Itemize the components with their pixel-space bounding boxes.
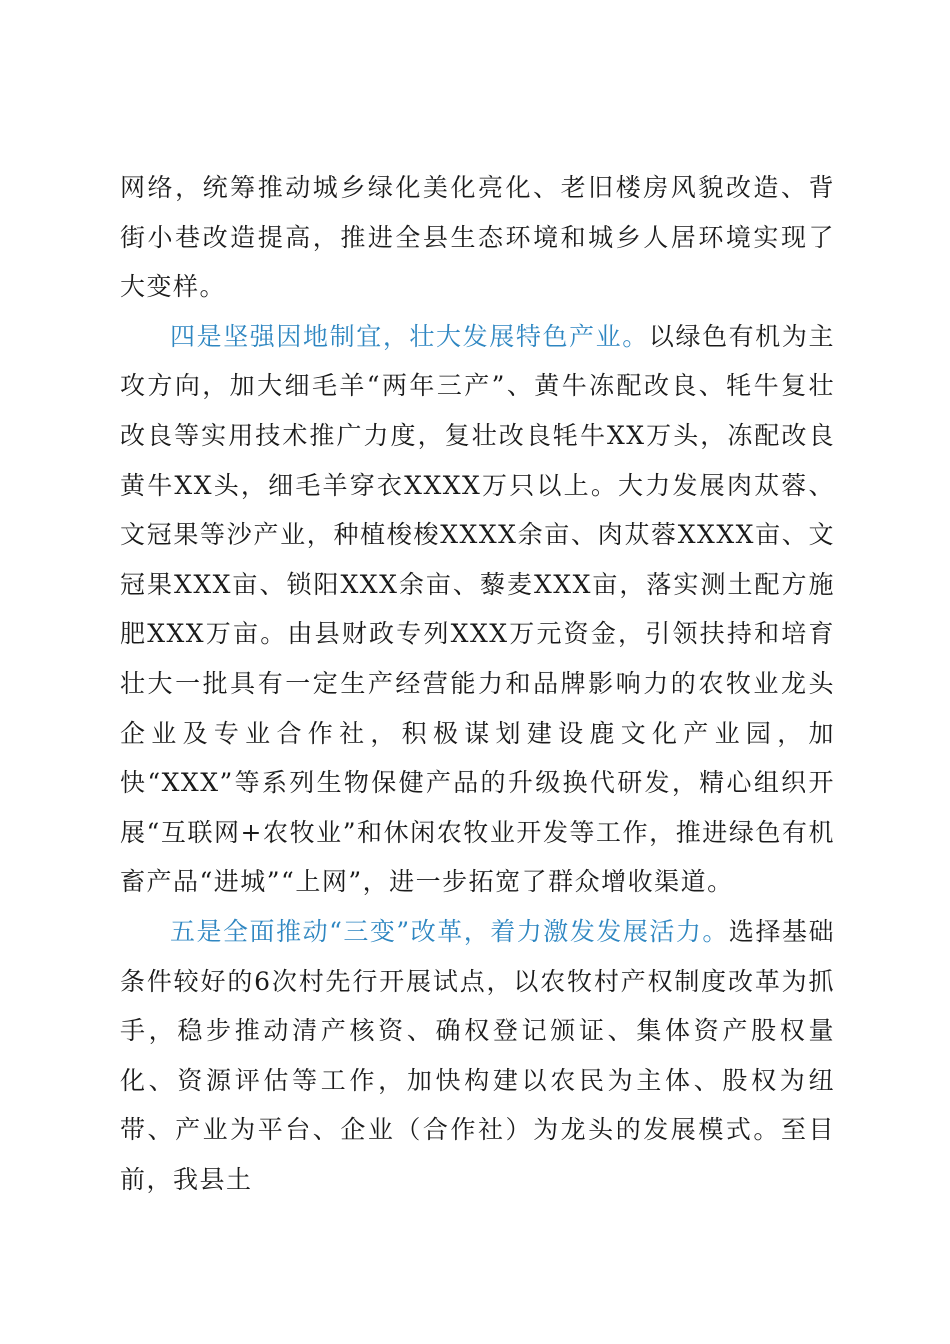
paragraph-1-text: 网络，统筹推动城乡绿化美化亮化、老旧楼房风貌改造、背街小巷改造提高，推进全县生态环境和城乡人居环境实现了大变样。 bbox=[120, 173, 835, 302]
paragraph-1 bbox=[120, 163, 835, 312]
paragraph-2-text: 以绿色有机为主攻方向，加大细毛羊“两年三产”、黄牛冻配改良、牦牛复壮改良等实用技术推广力度，复壮改良牦牛XX万头，冻配改良黄牛XX头，细毛羊穿衣XXXX万只以上。大力发展肉苁蓉、文冠果等沙产业，种植梭梭XXXX余亩、肉苁蓉XXXX亩、文冠果XXX亩、锁阳XXX余亩、藜麦XXX亩，落实测土配方施肥XXX万亩。由县财政专列XXX万元资金，引领扶持和培育壮大一批具有一定生产经营能力和品牌影响力的农牧业龙头企业及专业合作社，积极谋划建设鹿文化产业园，加快“XXX”等系列生物保健产品的升级换代研发，精心组织开展“互联网+农牧业”和休闲农牧业开发等工作，推进绿色有机畜产品“进城”“上网”，进一步拓宽了群众增收渠道。 bbox=[120, 321, 835, 897]
paragraph-3-text: 选择基础条件较好的6次村先行开展试点，以农牧村产权制度改革为抓手，稳步推动清产核资、确权登记颁证、集体资产股权量化、资源评估等工作，加快构建以农民为主体、股权为纽带、产业为平台、企业（合作社）为龙头的发展模式。至目前，我县土 bbox=[120, 916, 835, 1194]
paragraph-2 bbox=[120, 312, 835, 907]
paragraph-2-lead: 四是坚强因地制宜，壮大发展特色产业。 bbox=[170, 321, 649, 351]
paragraph-3-lead: 五是全面推动“三变”改革，着力激发发展活力。 bbox=[170, 916, 729, 946]
paragraph-3 bbox=[120, 907, 835, 1205]
document-body bbox=[120, 163, 835, 1204]
